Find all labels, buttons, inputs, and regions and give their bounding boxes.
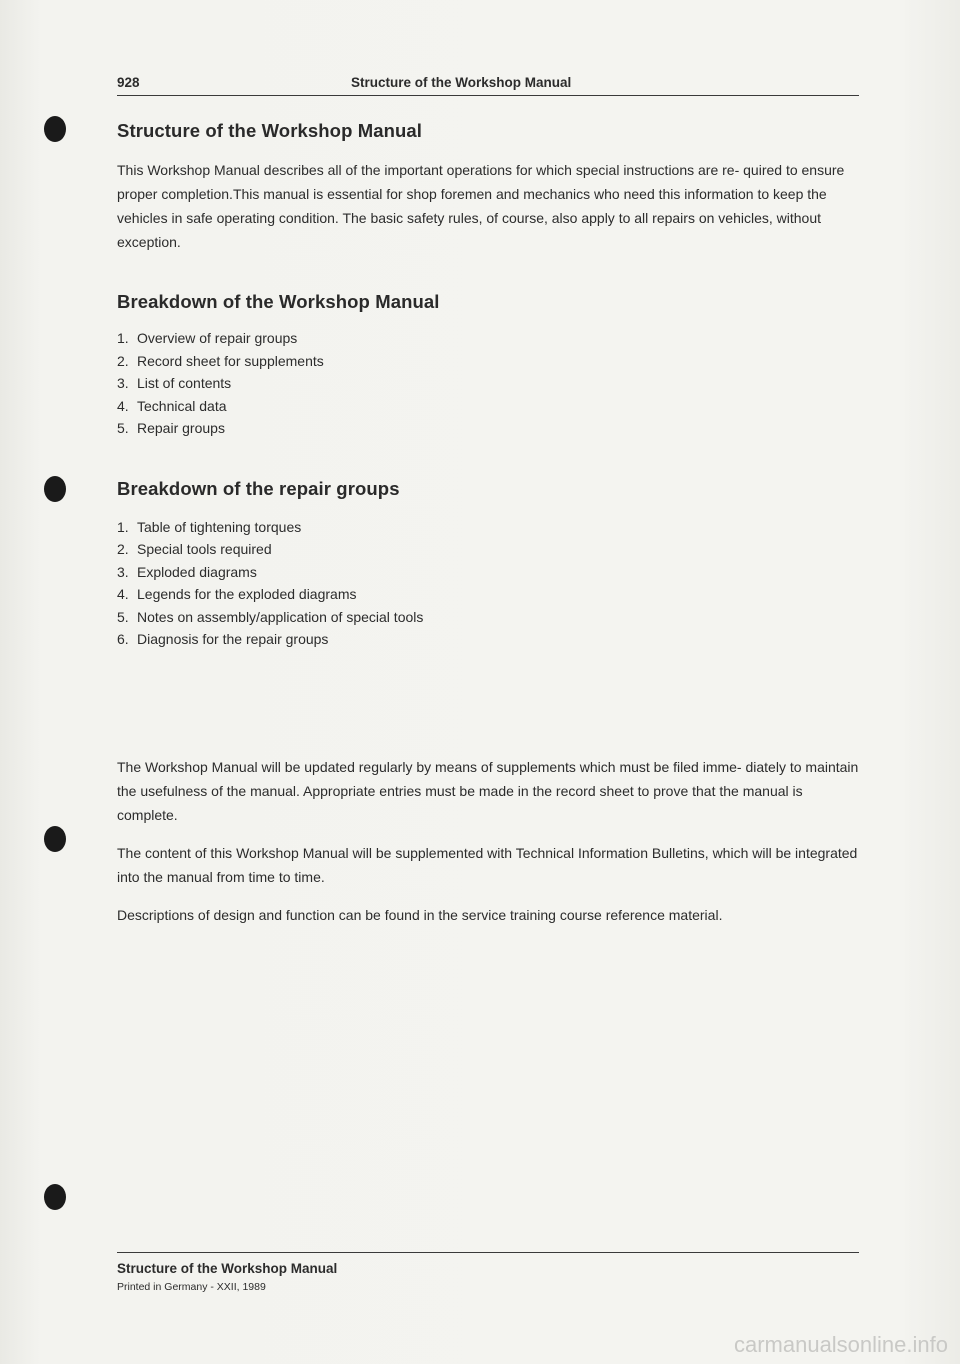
list-item: 3. Exploded diagrams (117, 563, 257, 580)
section-title-breakdown-repair: Breakdown of the repair groups (117, 477, 400, 499)
watermark: carmanualsonline.info (733, 1332, 948, 1357)
binder-hole (44, 826, 66, 852)
training-paragraph: Descriptions of design and function can be found in the service training course reference material. (117, 906, 723, 923)
list-item: 3. List of contents (117, 375, 232, 391)
structure-paragraph: This Workshop Manual describes all of the important operations for which special instructions are re- quired to ensure proper completion.This manual is essential for shop foremen and mechanics who need this information to keep the vehicles in safe operating condition. The basic safety rules, of course, also apply to all repairs on vehicles, without exception. (117, 162, 845, 250)
binder-hole (44, 476, 66, 502)
bulletins-paragraph: The content of this Workshop Manual will be supplemented with Technical Information Bulletins, which will be integrated into the manual from time to time. (117, 844, 858, 885)
running-header (117, 71, 859, 96)
section-title-breakdown-manual: Breakdown of the Workshop Manual (117, 291, 440, 312)
list-item: 4. Technical data (117, 397, 227, 414)
supplements-paragraph: The Workshop Manual will be updated regularly by means of supplements which must be filed imme- diately to maintain the usefulness of the manual. Appropriate entries must be made in the record sheet to prove that the manual is complete. (117, 758, 859, 823)
list-item: 5. Repair groups (117, 420, 225, 436)
list-item: 6. Diagnosis for the repair groups (117, 631, 329, 647)
list-item: 5. Notes on assembly/application of special tools (117, 608, 424, 625)
page-number: 928 (117, 75, 140, 90)
page-footer (117, 1252, 859, 1293)
footer-title: Structure of the Workshop Manual (117, 1261, 338, 1276)
footer-printed-note: Printed in Germany - XXII, 1989 (117, 1281, 266, 1293)
breakdown-manual-list (117, 327, 859, 440)
header-title: Structure of the Workshop Manual (351, 75, 572, 90)
section-title-structure: Structure of the Workshop Manual (117, 120, 423, 141)
page-content (117, 120, 859, 927)
list-item: 2. Record sheet for supplements (117, 352, 324, 369)
binder-hole (44, 116, 66, 142)
list-item: 1. Table of tightening torques (117, 518, 302, 535)
list-item: 1. Overview of repair groups (117, 330, 298, 346)
binder-hole (44, 1184, 66, 1210)
list-item: 2. Special tools required (117, 541, 272, 557)
breakdown-repair-list (117, 516, 859, 651)
list-item: 4. Legends for the exploded diagrams (117, 586, 357, 602)
